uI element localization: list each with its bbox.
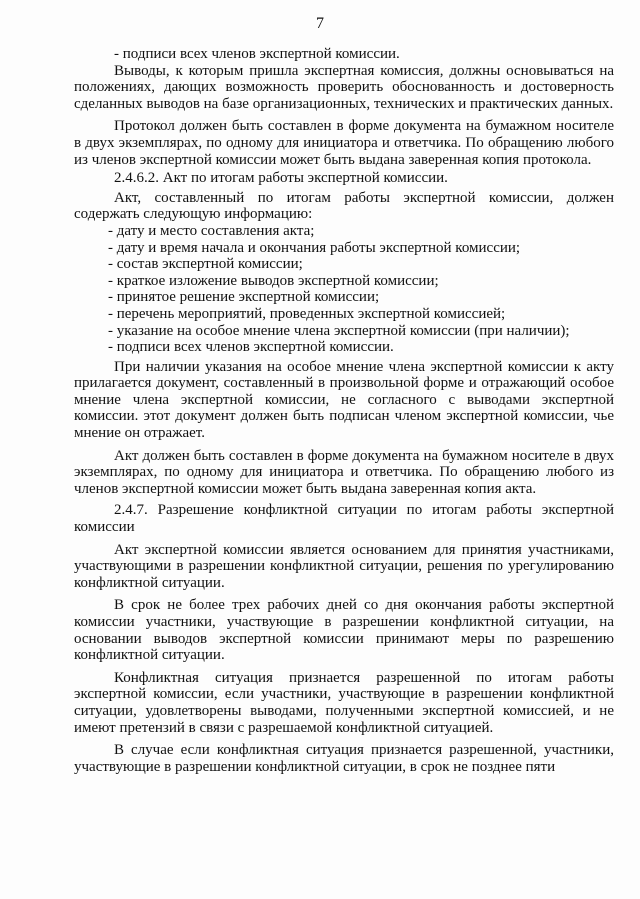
list-item: - состав экспертной комиссии; — [108, 256, 303, 273]
list-item: - дату и место составления акта; — [108, 222, 315, 239]
document-body — [74, 46, 614, 775]
paragraph-protocol-copies: Протокол должен быть составлен в форме документа на бумажном носителе в двух экземплярах, по одному для инициатора и ответчика. По обращению любого из членов экспертной комиссии может быть выдана заверенная копия протокола. — [74, 118, 614, 168]
paragraph-conclusions: Выводы, к которым пришла экспертная комиссия, должны основываться на положениях, дающих возможность проверить обоснованность и достоверность сделанных выводов на базе организационных, технических и практических данных. — [74, 62, 614, 112]
list-item: - подписи всех членов экспертной комиссии. — [108, 339, 394, 356]
list-item: - указание на особое мнение члена экспертной комиссии (при наличии); — [108, 322, 570, 339]
paragraph-three-days: В срок не более трех рабочих дней со дня окончания работы экспертной комиссии участники, участвующие в разрешении конфликтной ситуации, на основании выводов экспертной комиссии принимают меры по разрешению конфликтной ситуации. — [74, 597, 614, 664]
list-item: - краткое изложение выводов экспертной комиссии; — [108, 272, 439, 289]
act-requirements-list — [74, 223, 614, 356]
paragraph-act-basis: Акт экспертной комиссии является основанием для принятия участниками, участвующими в разрешении конфликтной ситуации, решения по урегулированию конфликтной ситуации. — [74, 541, 614, 591]
section-heading-resolution: 2.4.7. Разрешение конфликтной ситуации по итогам работы экспертной комиссии — [74, 502, 614, 536]
page-number: 7 — [316, 15, 324, 32]
paragraph-resolved-case: В случае если конфликтная ситуация признается разрешенной, участники, участвующие в разрешении конфликтной ситуации, в срок не позднее пяти — [74, 742, 614, 775]
paragraph-resolved-conditions: Конфликтная ситуация признается разрешенной по итогам работы экспертной комиссии, если участники, участвующие в разрешении конфликтной ситуации, удовлетворены выводами, полученными экспертной комиссией, и не имеют претензий в связи с разрешаемой конфликтной ситуацией. — [74, 669, 614, 736]
paragraph-special-opinion: При наличии указания на особое мнение члена экспертной комиссии к акту прилагается документ, составленный в произвольной форме и отражающий особое мнение члена экспертной комиссии, не согласного с выводами экспертной комиссии. этот документ должен быть подписан членом экспертной комиссии, чье мнение он отражает. — [74, 358, 614, 442]
list-item: - дату и время начала и окончания работы экспертной комиссии; — [108, 239, 521, 256]
paragraph-act-copies: Акт должен быть составлен в форме документа на бумажном носителе в двух экземплярах, по одному для инициатора и ответчика. По обращению любого из членов экспертной комиссии может быть выдана заверенная копия акта. — [74, 447, 614, 497]
section-heading-act: 2.4.6.2. Акт по итогам работы экспертной комиссии. — [114, 170, 448, 187]
paragraph-signatures-note: - подписи всех членов экспертной комиссии. — [114, 46, 400, 62]
list-item: - принятое решение экспертной комиссии; — [108, 289, 380, 306]
list-item: - перечень мероприятий, проведенных экспертной комиссией; — [108, 305, 506, 322]
paragraph-act-contents: Акт, составленный по итогам работы экспертной комиссии, должен содержать следующую информацию: — [74, 189, 614, 223]
